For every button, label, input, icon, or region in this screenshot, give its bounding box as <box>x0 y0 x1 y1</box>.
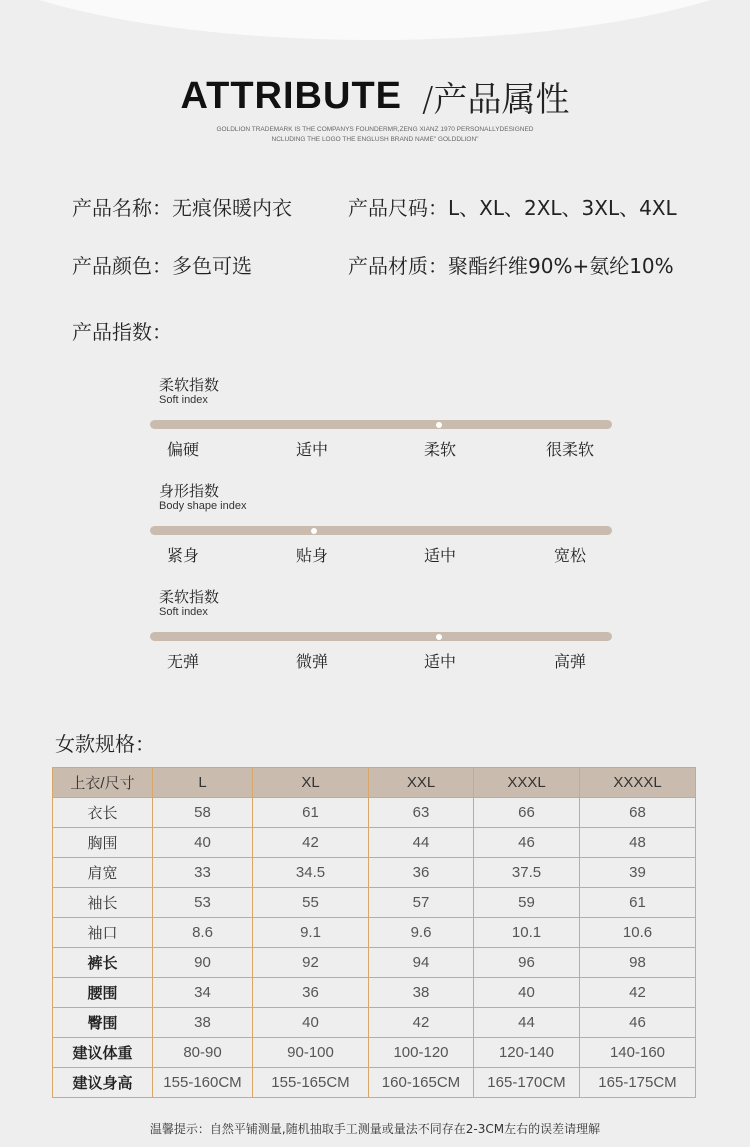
table-cell: 155-165CM <box>253 1068 369 1098</box>
header-cell: XL <box>253 768 369 798</box>
index-label: 无弹 <box>166 652 200 671</box>
index-label: 紧身 <box>166 546 200 565</box>
table-cell: 155-160CM <box>153 1068 253 1098</box>
attr-product-color: 产品颜色：多色可选 <box>72 254 252 278</box>
table-cell: 165-175CM <box>580 1068 696 1098</box>
table-cell: 40 <box>153 828 253 858</box>
table-cell: 38 <box>153 1008 253 1038</box>
table-row <box>53 888 696 918</box>
table-cell: 38 <box>369 978 474 1008</box>
table-cell: 92 <box>253 948 369 978</box>
index-label: 适中 <box>295 440 329 459</box>
index-block-elastic <box>150 586 612 676</box>
table-cell: 33 <box>153 858 253 888</box>
table-row <box>53 858 696 888</box>
table-cell: 48 <box>580 828 696 858</box>
index-label: 偏硬 <box>166 440 200 459</box>
table-row <box>53 798 696 828</box>
index-bar <box>150 420 612 429</box>
table-cell: 63 <box>369 798 474 828</box>
index-label: 微弹 <box>295 652 329 671</box>
table-row <box>53 948 696 978</box>
index-block-body-shape <box>150 480 612 570</box>
table-cell: 66 <box>474 798 580 828</box>
table-cell: 100-120 <box>369 1038 474 1068</box>
index-marker <box>436 634 442 640</box>
table-row <box>53 828 696 858</box>
index-label: 很柔软 <box>545 440 595 459</box>
table-cell: 53 <box>153 888 253 918</box>
table-cell: 10.6 <box>580 918 696 948</box>
index-label: 柔软 <box>423 440 457 459</box>
table-cell: 94 <box>369 948 474 978</box>
index-label: 适中 <box>423 546 457 565</box>
table-row <box>53 1008 696 1038</box>
footnote: 温馨提示：自然平铺测量,随机抽取手工测量或量法不同存在2-3CM左右的误差请理解 <box>149 1122 601 1136</box>
title-chinese: /产品属性 <box>422 80 570 120</box>
table-row <box>53 918 696 948</box>
index-title-en: Soft index <box>159 606 208 618</box>
row-label: 裤长 <box>53 948 153 978</box>
index-label: 高弹 <box>553 652 587 671</box>
size-table-title: 女款规格： <box>55 732 155 756</box>
table-cell: 36 <box>253 978 369 1008</box>
index-marker <box>436 422 442 428</box>
table-cell: 9.1 <box>253 918 369 948</box>
attr-product-name: 产品名称：无痕保暖内衣 <box>72 196 292 220</box>
size-table-header-row <box>53 768 696 798</box>
table-cell: 39 <box>580 858 696 888</box>
index-title-en: Soft index <box>159 394 208 406</box>
title-english: ATTRIBUTE <box>180 75 403 117</box>
header-cell: 上衣/尺寸 <box>53 768 153 798</box>
row-label: 袖长 <box>53 888 153 918</box>
table-cell: 46 <box>474 828 580 858</box>
table-cell: 61 <box>253 798 369 828</box>
index-title-cn: 柔软指数 <box>159 376 220 394</box>
row-label: 肩宽 <box>53 858 153 888</box>
table-cell: 46 <box>580 1008 696 1038</box>
top-arc-decoration <box>0 0 750 40</box>
table-cell: 9.6 <box>369 918 474 948</box>
index-bar <box>150 632 612 641</box>
row-label: 胸围 <box>53 828 153 858</box>
brand-tagline <box>0 125 750 145</box>
table-cell: 61 <box>580 888 696 918</box>
table-cell: 80-90 <box>153 1038 253 1068</box>
table-cell: 42 <box>253 828 369 858</box>
table-cell: 68 <box>580 798 696 828</box>
table-cell: 40 <box>253 1008 369 1038</box>
index-title-cn: 柔软指数 <box>159 588 220 606</box>
index-label: 宽松 <box>553 546 587 565</box>
table-cell: 37.5 <box>474 858 580 888</box>
table-row <box>53 1068 696 1098</box>
table-cell: 120-140 <box>474 1038 580 1068</box>
row-label: 袖口 <box>53 918 153 948</box>
row-label: 腰围 <box>53 978 153 1008</box>
table-cell: 96 <box>474 948 580 978</box>
page-title <box>0 72 750 121</box>
table-row <box>53 1038 696 1068</box>
table-cell: 36 <box>369 858 474 888</box>
table-cell: 44 <box>369 828 474 858</box>
table-cell: 34.5 <box>253 858 369 888</box>
row-label: 衣长 <box>53 798 153 828</box>
table-cell: 34 <box>153 978 253 1008</box>
table-cell: 59 <box>474 888 580 918</box>
index-label: 适中 <box>423 652 457 671</box>
tagline-line-1: GOLDLION TRADEMARK IS THE COMPANYS FOUNDERMR,ZENG XIANZ 1970 PERSONALLYDESIGNED <box>216 126 534 133</box>
row-label: 建议身高 <box>53 1068 153 1098</box>
index-title-en: Body shape index <box>159 500 247 512</box>
index-bar <box>150 526 612 535</box>
table-cell: 140-160 <box>580 1038 696 1068</box>
attr-product-size: 产品尺码：L、XL、2XL、3XL、4XL <box>348 196 677 220</box>
table-cell: 42 <box>369 1008 474 1038</box>
table-row <box>53 978 696 1008</box>
tagline-line-2: NCLUDING THE LOGO THE ENGLUSH BRAND NAME" GOLDDLION" <box>271 136 479 143</box>
table-cell: 44 <box>474 1008 580 1038</box>
index-title-cn: 身形指数 <box>159 482 220 500</box>
index-marker <box>311 528 317 534</box>
table-cell: 90-100 <box>253 1038 369 1068</box>
size-table <box>52 767 696 1098</box>
header-cell: XXL <box>369 768 474 798</box>
table-cell: 57 <box>369 888 474 918</box>
table-cell: 165-170CM <box>474 1068 580 1098</box>
table-cell: 40 <box>474 978 580 1008</box>
attr-index-title: 产品指数： <box>72 320 172 344</box>
table-cell: 90 <box>153 948 253 978</box>
attr-product-material: 产品材质：聚酯纤维90%+氨纶10% <box>348 254 674 278</box>
index-block-soft <box>150 374 612 464</box>
table-cell: 8.6 <box>153 918 253 948</box>
table-cell: 160-165CM <box>369 1068 474 1098</box>
header-cell: L <box>153 768 253 798</box>
table-cell: 55 <box>253 888 369 918</box>
table-cell: 10.1 <box>474 918 580 948</box>
table-cell: 58 <box>153 798 253 828</box>
row-label: 建议体重 <box>53 1038 153 1068</box>
table-cell: 98 <box>580 948 696 978</box>
header-cell: XXXL <box>474 768 580 798</box>
header-cell: XXXXL <box>580 768 696 798</box>
row-label: 臀围 <box>53 1008 153 1038</box>
index-label: 贴身 <box>295 546 329 565</box>
table-cell: 42 <box>580 978 696 1008</box>
